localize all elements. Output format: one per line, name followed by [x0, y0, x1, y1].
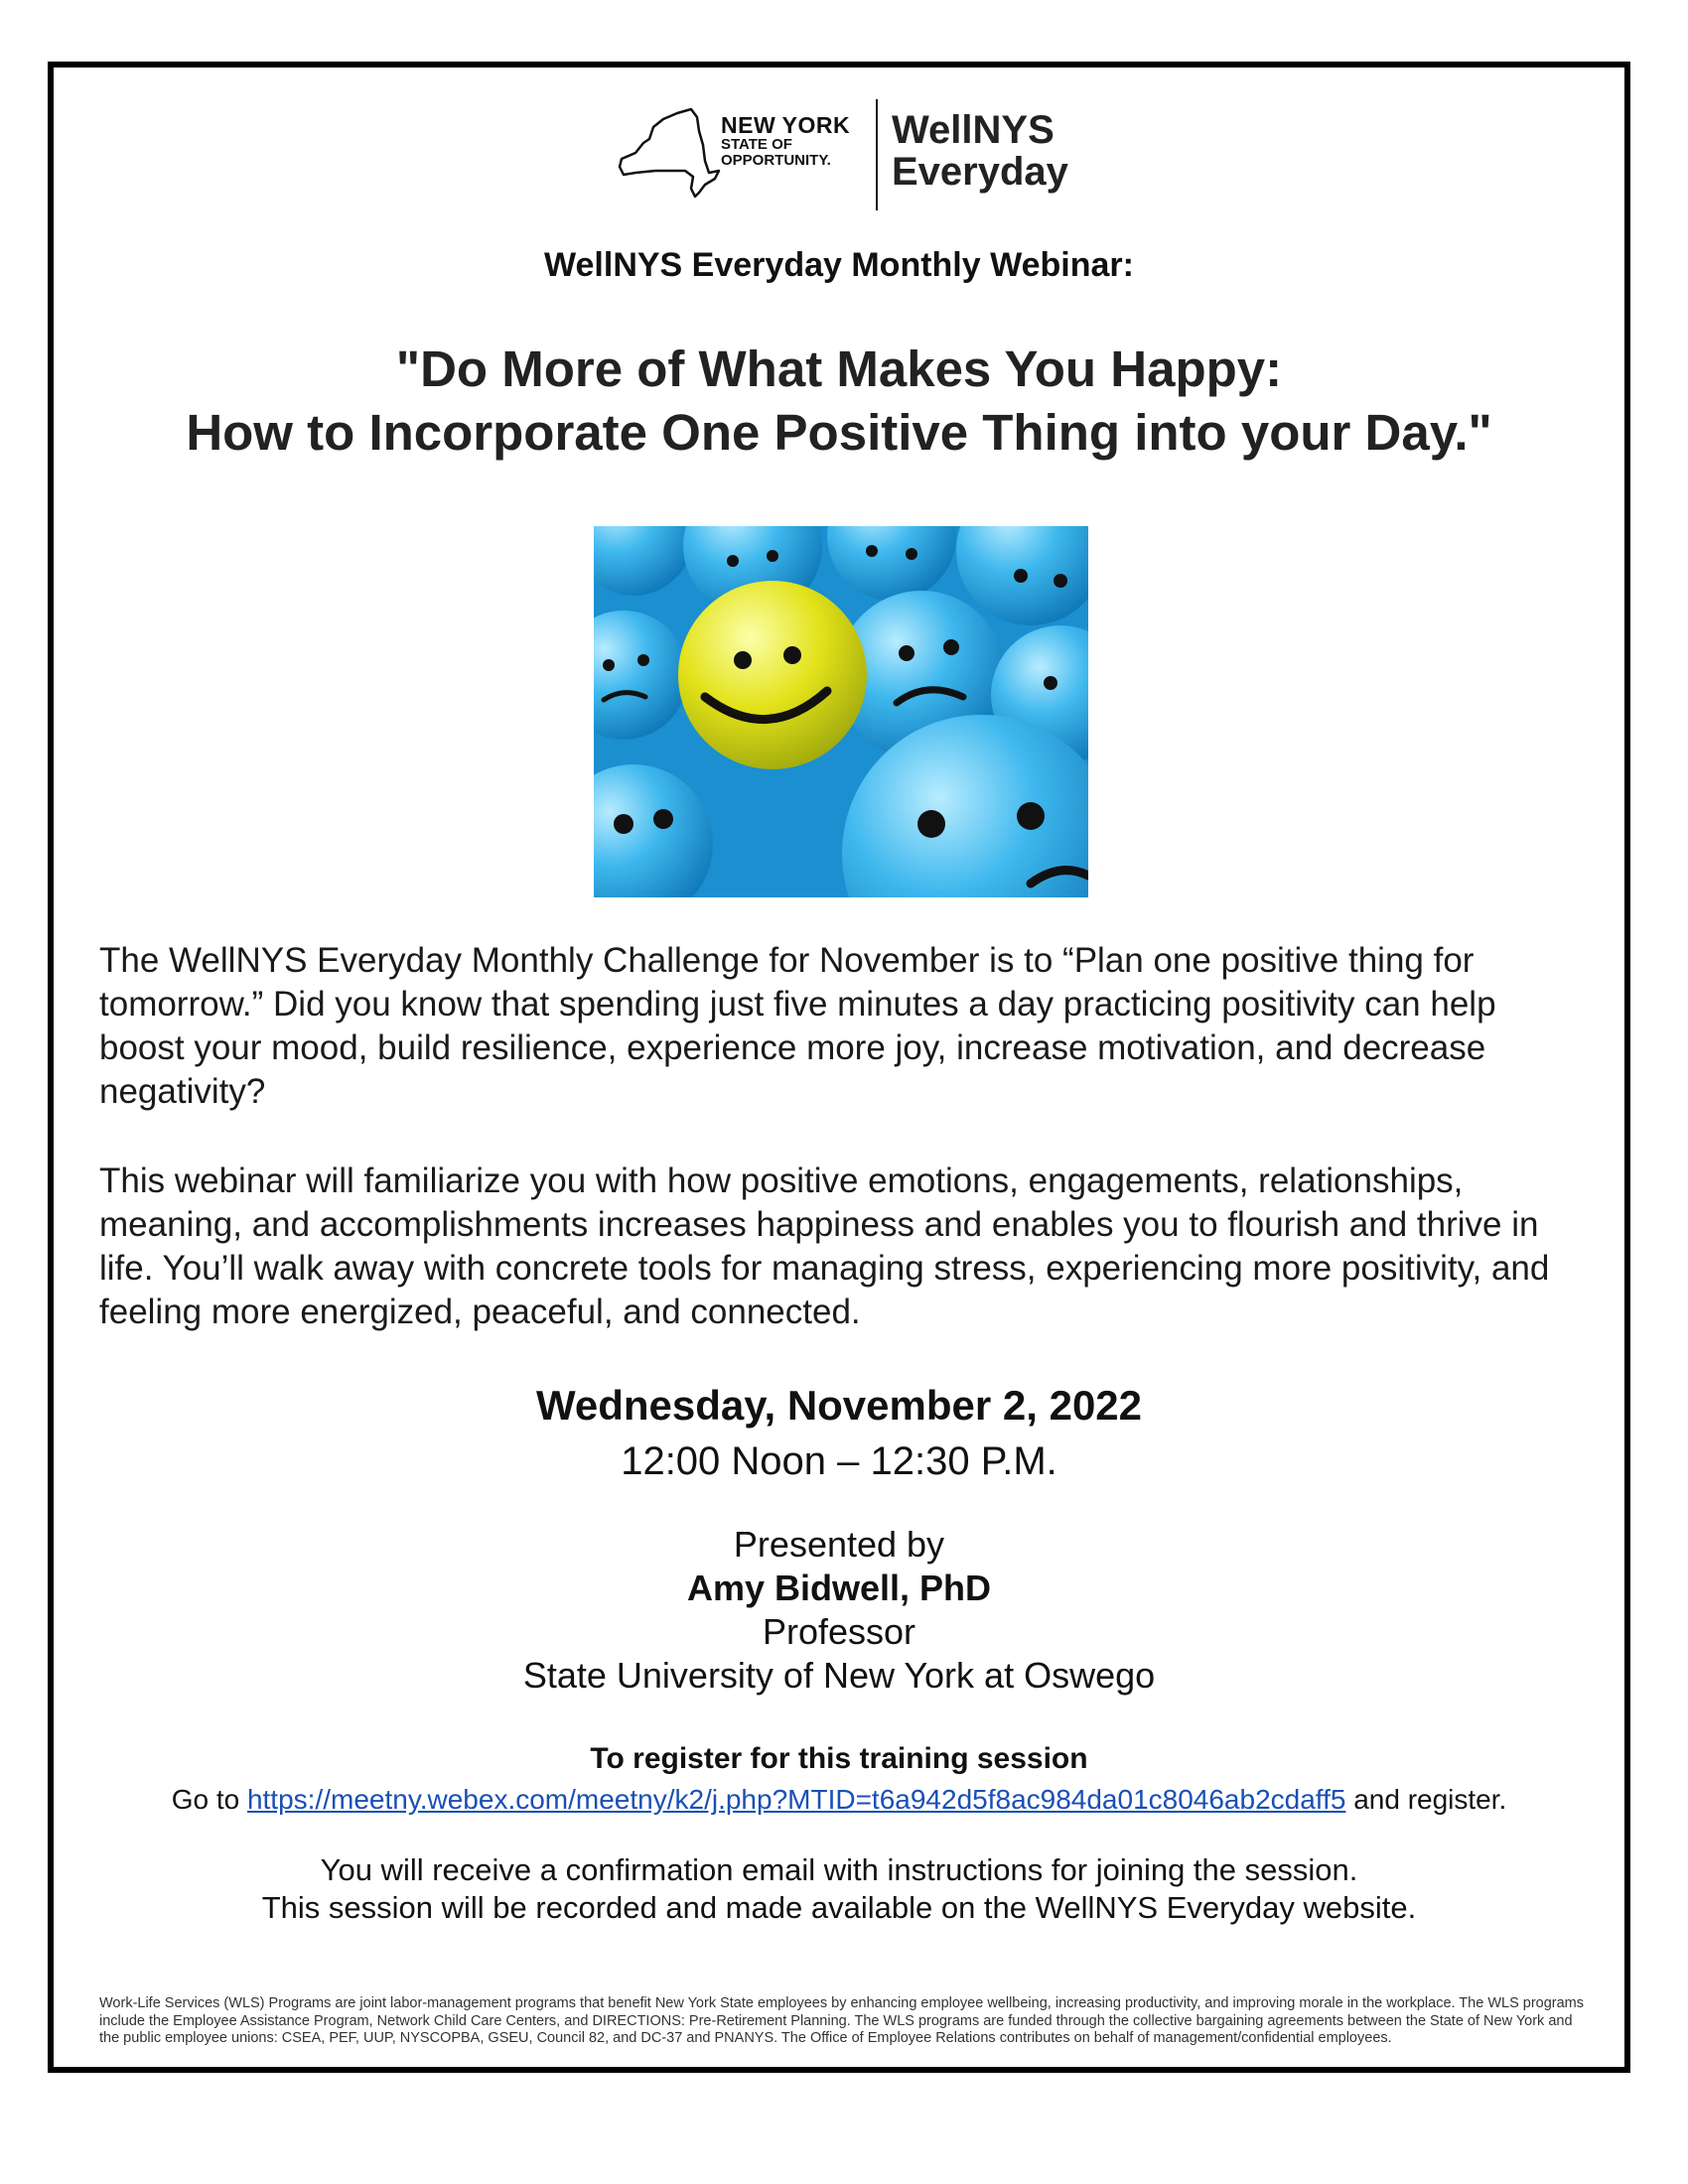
presenter-institution: State University of New York at Oswego [522, 1655, 1156, 1696]
ny-line-2: STATE OF [721, 136, 792, 154]
registration-line [54, 1784, 1624, 1816]
confirmation-line-2: This session will be recorded and made available on the WellNYS Everyday website. [261, 1890, 1417, 1925]
brand-line-2: Everyday [892, 150, 1068, 194]
registration-link[interactable]: https://meetny.webex.com/meetny/k2/j.php?MTID=t6a942d5f8ac984da01c8046ab2cdaff5 [246, 1784, 1346, 1815]
event-date: Wednesday, November 2, 2022 [535, 1382, 1143, 1429]
registration-suffix: and register. [1345, 1784, 1507, 1815]
challenge-paragraph: The WellNYS Everyday Monthly Challenge for November is to “Plan one positive thing for tomorrow.” Did you know that spending just five minutes a day practicing positivity can help boost your mood, build resilience, experience more joy, increase motivation, and decrease negativity? [99, 941, 1496, 1111]
logo-divider [876, 99, 878, 210]
presenter-title: Professor [762, 1611, 916, 1652]
wellnys-wordmark [892, 109, 1068, 193]
title-line-2: How to Incorporate One Positive Thing into your Day." [186, 404, 1492, 461]
confirmation-line-1: You will receive a confirmation email with instructions for joining the session. [320, 1852, 1358, 1887]
ny-line-3: OPPORTUNITY. [721, 151, 831, 169]
webinar-subtitle: WellNYS Everyday Monthly Webinar: [544, 246, 1134, 284]
footer-disclaimer: Work-Life Services (WLS) Programs are joint labor-management programs that benefit New York State employees by enhancing employee wellbeing, increasing productivity, and improving morale in the workplace. The WLS programs include the Employee Assistance Program, Network Child Care Centers, and DIRECTIONS: Pre-Retirement Planning. The WLS programs are funded through the collective bargaining agreements between the State of New York and the public employee unions: CSEA, PEF, UUP, NYSCOPBA, GSEU, Council 82, and DC-37 and PNANYS. The Office of Employee Relations contributes on behalf of management/confidential employees. [99, 1995, 1585, 2046]
brand-line-1: WellNYS [892, 108, 1055, 152]
registration-heading: To register for this training session [590, 1742, 1088, 1775]
ny-wordmark [721, 113, 850, 169]
title-line-1: "Do More of What Makes You Happy: [395, 341, 1283, 397]
presenter-name: Amy Bidwell, PhD [686, 1568, 992, 1608]
event-time: 12:00 Noon – 12:30 P.M. [621, 1439, 1057, 1483]
webinar-description-paragraph: This webinar will familiarize you with how positive emotions, engagements, relationships, meaning, and accomplishments increases happiness and enables you to flourish and thrive in life. You’ll walk away with concrete tools for managing stress, experiencing more positivity, and feeling more energized, peaceful, and connected. [99, 1161, 1550, 1331]
registration-prefix: Go to [171, 1784, 247, 1815]
ny-line-1: NEW YORK [721, 112, 851, 138]
new-york-state-outline-icon [616, 97, 725, 206]
presented-by-label: Presented by [733, 1524, 945, 1565]
webinar-title [54, 338, 1624, 465]
header-logo [616, 91, 1072, 214]
smiley-faces-image [594, 526, 1088, 897]
